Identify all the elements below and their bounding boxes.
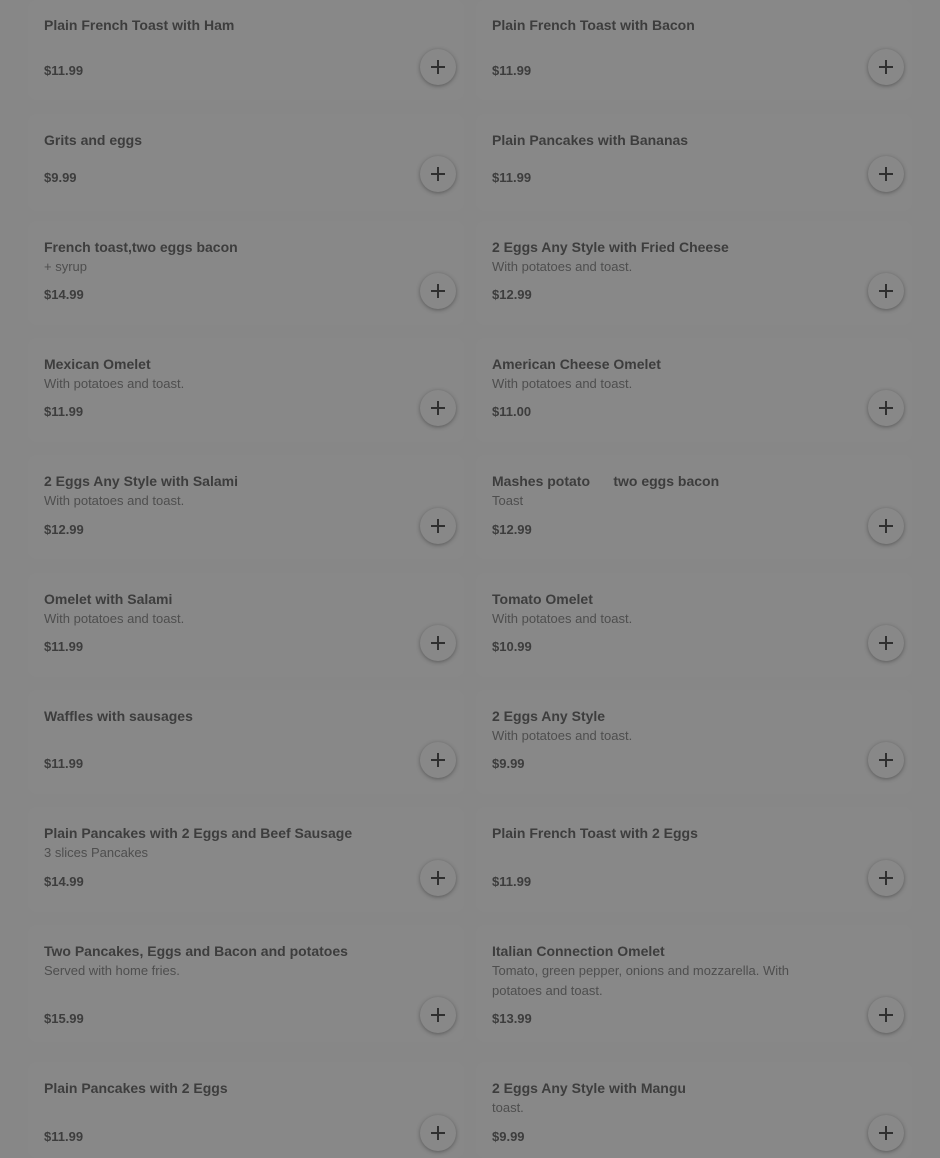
menu-item-card[interactable] (476, 455, 912, 559)
plus-icon (431, 871, 445, 885)
menu-item-card[interactable] (476, 114, 912, 211)
item-description: With potatoes and toast. (492, 728, 633, 743)
item-price: $12.99 (492, 522, 532, 537)
menu-item-card[interactable] (476, 925, 912, 1042)
menu-item-card[interactable] (476, 0, 912, 100)
item-description: Served with home fries. (44, 963, 180, 978)
add-to-cart-button[interactable] (420, 1115, 456, 1151)
plus-icon (431, 1008, 445, 1022)
plus-icon (879, 636, 893, 650)
add-to-cart-button[interactable] (420, 49, 456, 85)
add-to-cart-button[interactable] (868, 156, 904, 192)
item-name: Two Pancakes, Eggs and Bacon and potatoes (44, 943, 348, 959)
item-price: $11.00 (492, 404, 532, 419)
item-name: Tomato Omelet (492, 591, 593, 607)
item-name: Plain Pancakes with Bananas (492, 132, 689, 148)
item-name: 2 Eggs Any Style (492, 708, 606, 724)
plus-icon (431, 284, 445, 298)
plus-icon (431, 519, 445, 533)
item-description: 3 slices Pancakes (44, 845, 149, 860)
menu-item-card[interactable] (476, 1062, 912, 1158)
item-description: With potatoes and toast. (492, 259, 633, 274)
add-to-cart-button[interactable] (868, 49, 904, 85)
item-price: $10.99 (492, 639, 532, 654)
item-description: toast. (492, 1100, 524, 1115)
add-to-cart-button[interactable] (420, 156, 456, 192)
item-name: Plain French Toast with Bacon (492, 17, 695, 33)
add-to-cart-button[interactable] (868, 997, 904, 1033)
plus-icon (879, 753, 893, 767)
add-to-cart-button[interactable] (420, 860, 456, 896)
item-price: $11.99 (44, 63, 84, 78)
item-price: $11.99 (492, 874, 532, 889)
item-description: + syrup (44, 259, 87, 274)
add-to-cart-button[interactable] (868, 390, 904, 426)
plus-icon (879, 284, 893, 298)
add-to-cart-button[interactable] (420, 508, 456, 544)
menu-item-card[interactable] (476, 573, 912, 677)
item-name: 2 Eggs Any Style with Mangu (492, 1080, 686, 1096)
menu-item-card[interactable] (476, 690, 912, 794)
menu-item-card[interactable] (28, 690, 464, 794)
item-description: Tomato, green pepper, onions and mozzarella. With potatoes and toast. (492, 963, 790, 998)
item-description: With potatoes and toast. (44, 376, 185, 391)
menu-item-card[interactable] (28, 455, 464, 559)
menu-item-card[interactable] (28, 807, 464, 912)
plus-icon (431, 753, 445, 767)
item-name: Mexican Omelet (44, 356, 151, 372)
add-to-cart-button[interactable] (868, 625, 904, 661)
item-name: Plain Pancakes with 2 Eggs and Beef Sausage (44, 825, 353, 841)
add-to-cart-button[interactable] (868, 860, 904, 896)
plus-icon (879, 519, 893, 533)
item-price: $11.99 (44, 1129, 84, 1144)
item-name: Plain French Toast with Ham (44, 17, 235, 33)
menu-item-card[interactable] (28, 925, 464, 1042)
menu-item-card[interactable] (28, 114, 464, 211)
plus-icon (879, 871, 893, 885)
item-price: $12.99 (44, 522, 84, 537)
item-price: $11.99 (44, 639, 84, 654)
add-to-cart-button[interactable] (420, 997, 456, 1033)
menu-item-card[interactable] (28, 221, 464, 325)
item-price: $11.99 (492, 63, 532, 78)
menu-item-card[interactable] (476, 338, 912, 442)
menu-item-card[interactable] (28, 1062, 464, 1158)
plus-icon (879, 1126, 893, 1140)
plus-icon (431, 167, 445, 181)
add-to-cart-button[interactable] (868, 508, 904, 544)
plus-icon (431, 1126, 445, 1140)
item-price: $11.99 (492, 170, 532, 185)
plus-icon (431, 401, 445, 415)
item-description: With potatoes and toast. (44, 493, 185, 508)
menu-item-card[interactable] (28, 338, 464, 442)
plus-icon (879, 401, 893, 415)
add-to-cart-button[interactable] (420, 273, 456, 309)
add-to-cart-button[interactable] (868, 742, 904, 778)
plus-icon (879, 1008, 893, 1022)
item-price: $15.99 (44, 1011, 84, 1026)
item-name: American Cheese Omelet (492, 356, 661, 372)
add-to-cart-button[interactable] (868, 273, 904, 309)
item-name: 2 Eggs Any Style with Fried Cheese (492, 239, 729, 255)
item-name: Italian Connection Omelet (492, 943, 665, 959)
plus-icon (879, 60, 893, 74)
add-to-cart-button[interactable] (420, 390, 456, 426)
item-price: $9.99 (492, 756, 525, 771)
add-to-cart-button[interactable] (868, 1115, 904, 1151)
item-name: Mashes potato two eggs bacon (492, 473, 720, 489)
menu-item-card[interactable] (28, 0, 464, 100)
menu-item-card[interactable] (476, 221, 912, 325)
menu-item-card[interactable] (28, 573, 464, 677)
item-price: $9.99 (492, 1129, 525, 1144)
add-to-cart-button[interactable] (420, 742, 456, 778)
item-description: With potatoes and toast. (44, 611, 185, 626)
item-price: $13.99 (492, 1011, 532, 1026)
item-price: $14.99 (44, 287, 84, 302)
item-description: Toast (492, 493, 524, 508)
item-description: With potatoes and toast. (492, 376, 633, 391)
item-price: $12.99 (492, 287, 532, 302)
item-price: $11.99 (44, 404, 84, 419)
plus-icon (879, 167, 893, 181)
item-name: Grits and eggs (44, 132, 143, 148)
item-price: $11.99 (44, 756, 84, 771)
item-name: French toast,two eggs bacon (44, 239, 238, 255)
item-name: 2 Eggs Any Style with Salami (44, 473, 238, 489)
item-name: Waffles with sausages (44, 708, 193, 724)
item-price: $9.99 (44, 170, 77, 185)
plus-icon (431, 636, 445, 650)
item-name: Omelet with Salami (44, 591, 173, 607)
plus-icon (431, 60, 445, 74)
item-name: Plain Pancakes with 2 Eggs (44, 1080, 228, 1096)
item-description: With potatoes and toast. (492, 611, 633, 626)
item-name: Plain French Toast with 2 Eggs (492, 825, 698, 841)
add-to-cart-button[interactable] (420, 625, 456, 661)
menu-item-card[interactable] (476, 807, 912, 912)
item-price: $14.99 (44, 874, 84, 889)
